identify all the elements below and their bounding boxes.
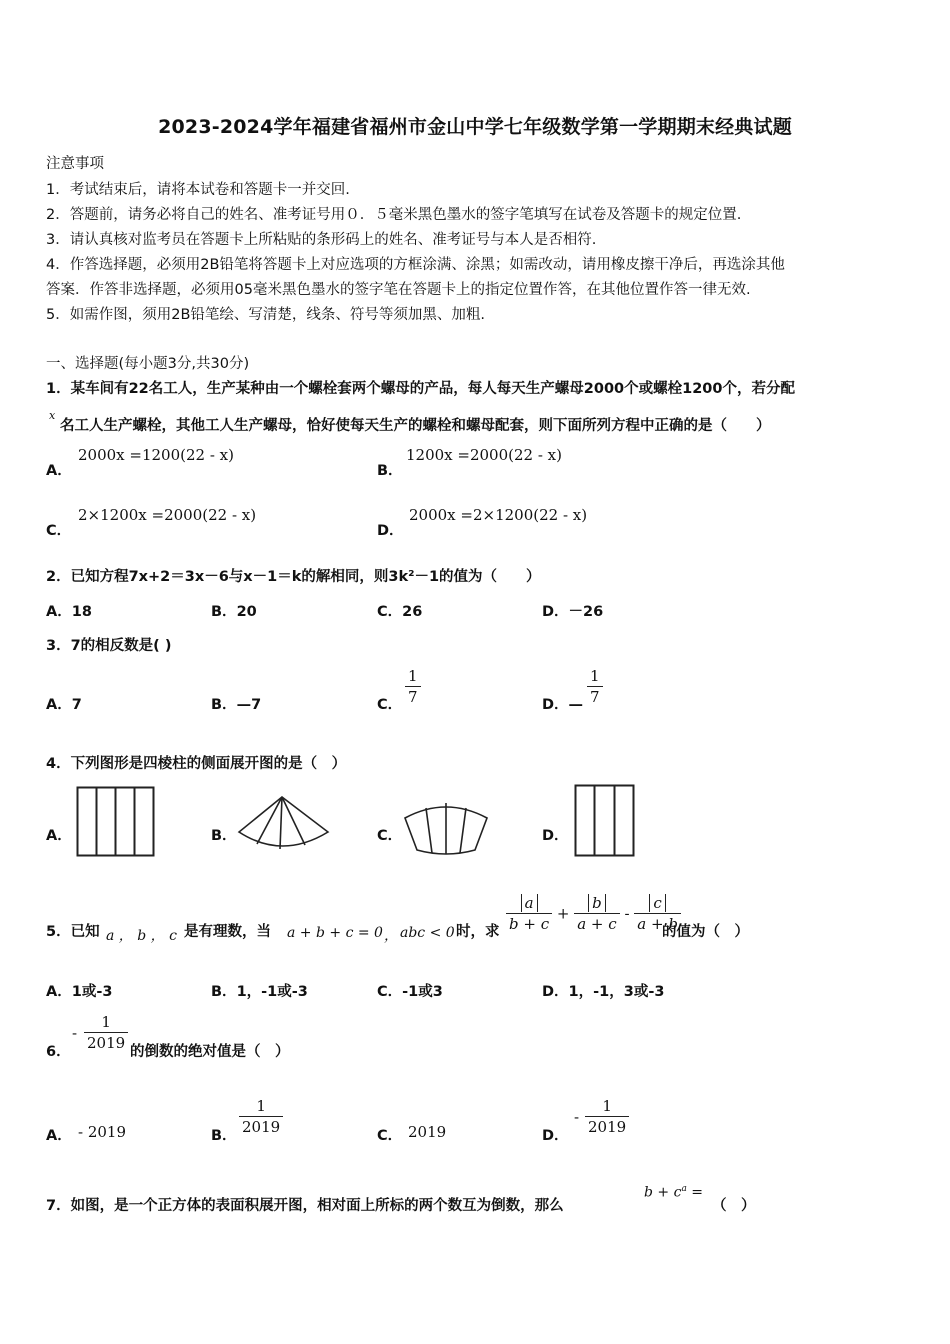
section-heading: 一、选择题(每小题3分,共30分) (46, 356, 250, 372)
q1-var: x (49, 409, 56, 422)
q6-frac: $\frac{1}{2019}$ (84, 1012, 128, 1053)
q1-option-a-label: A． (46, 463, 72, 479)
q7-suffix: （ ） (712, 1198, 756, 1214)
q4-option-c-label: C． (377, 828, 403, 844)
q5-cond1: a + b + c = 0 (287, 925, 383, 941)
notice-item-3: 3．请认真核对监考员在答题卡上所粘贴的条形码上的姓名、准考证号与本人是否相符. (46, 232, 597, 248)
q3-option-d-label: D．— (542, 697, 584, 713)
q4-figure-a (76, 786, 156, 858)
q2-option-d: D．－26 (542, 604, 604, 620)
q4-option-d-label: D． (542, 828, 569, 844)
q5-suffix: 的值为（ ） (662, 924, 749, 940)
q6-option-b-label: B． (211, 1128, 237, 1144)
q6-option-c-label: C． (377, 1128, 403, 1144)
q4-figure-c (402, 798, 490, 856)
q6-option-a-label: A． (46, 1128, 72, 1144)
notice-item-5: 5．如需作图，须用2B铅笔绘、写清楚，线条、符号等须加黑、加粗. (46, 307, 486, 323)
notice-item-1: 1．考试结束后，请将本试卷和答题卡一并交回. (46, 182, 350, 198)
q6-option-c: 2019 (408, 1123, 447, 1141)
notice-item-2: 2．答题前，请务必将自己的姓名、准考证号用０．５毫米黑色墨水的签字笔填写在试卷及答题卡的规定位置. (46, 207, 742, 223)
q4-figure-d (574, 784, 636, 858)
q4-option-b-label: B． (211, 828, 237, 844)
q5-frac3: $\frac{c}{a + b}$ (634, 893, 681, 934)
q1-line2: 名工人生产螺栓，其他工人生产螺母，恰好使每天生产的螺栓和螺母配套，则下面所列方程中正确的是（ ） (60, 418, 771, 434)
q7-text: 7．如图，是一个正方体的表面积展开图，相对面上所标的两个数互为倒数，那么 (46, 1198, 564, 1214)
q5-option-a: A．1或-3 (46, 984, 113, 1000)
q6-option-d-sign: - (574, 1108, 580, 1126)
q5-when: 时，求 (456, 924, 500, 940)
q3-option-c-frac: $\frac{1}{7}$ (405, 666, 421, 707)
q5-option-d: D．1，-1，3或-3 (542, 984, 665, 1000)
q5-expression: $\frac{a}{b + c}$ + $\frac{b}{a + c}$ - $\frac{c}{a + b}$ (506, 893, 681, 934)
q2-option-b: B．20 (211, 604, 257, 620)
q6-option-b-frac: $\frac{1}{2019}$ (239, 1096, 283, 1137)
q2-option-a: A．18 (46, 604, 92, 620)
q1-option-d-label: D． (377, 523, 404, 539)
q1-line1: 1．某车间有22名工人，生产某种由一个螺栓套两个螺母的产品，每人每天生产螺母2000个或螺栓1200个，若分配 (46, 381, 795, 397)
q5-sep: ， (384, 928, 398, 944)
q1-option-c-label: C． (46, 523, 72, 539)
q5-option-c: C．-1或3 (377, 984, 443, 1000)
q6-option-d-label: D． (542, 1128, 569, 1144)
q5-mid: 是有理数，当 (184, 924, 271, 940)
q3-option-a: A．7 (46, 697, 82, 713)
q5-prefix: 5．已知 (46, 924, 100, 940)
q6-option-a: - 2019 (78, 1123, 127, 1141)
q1-option-d: 2000x =2×1200(22 - x) (409, 506, 588, 524)
q2-option-c: C．26 (377, 604, 423, 620)
q6-number: 6． (46, 1044, 71, 1060)
q3-option-c-label: C． (377, 697, 403, 713)
q1-option-a: 2000x =1200(22 - x) (78, 446, 234, 464)
q3-option-d-frac: $\frac{1}{7}$ (587, 666, 603, 707)
q5-vars: a ， b ， c (106, 928, 177, 944)
q6-option-d-frac: $\frac{1}{2019}$ (585, 1096, 629, 1137)
q5-frac2: $\frac{b}{a + c}$ (574, 893, 619, 934)
q3-option-b: B．—7 (211, 697, 262, 713)
q1-option-b: 1200x =2000(22 - x) (406, 446, 562, 464)
notice-item-4: 4．作答选择题，必须用2B铅笔将答题卡上对应选项的方框涂满、涂黑；如需改动，请用橡皮擦干净后，再选涂其他 (46, 257, 785, 273)
page-title: 2023-2024学年福建省福州市金山中学七年级数学第一学期期末经典试题 (158, 116, 792, 138)
q7-expression: $b + c^a$ = (644, 1184, 703, 1201)
q6-sign: - (72, 1024, 78, 1042)
q5-option-b: B．1，-1或-3 (211, 984, 308, 1000)
q4-option-a-label: A． (46, 828, 72, 844)
q2-text: 2．已知方程7x+2＝3x－6与x－1＝k的解相同，则3k²－1的值为（ ） (46, 569, 541, 585)
notice-heading: 注意事项 (46, 156, 104, 172)
q6-suffix: 的倒数的绝对值是（ ） (130, 1044, 290, 1060)
notice-item-4-cont: 答案．作答非选择题，必须用05毫米黑色墨水的签字笔在答题卡上的指定位置作答，在其他位置作答一律无效. (46, 282, 751, 298)
q3-text: 3．7的相反数是( ) (46, 638, 172, 654)
q4-figure-b (236, 794, 331, 854)
q5-frac1: $\frac{a}{b + c}$ (506, 893, 552, 934)
q1-option-b-label: B． (377, 463, 403, 479)
q5-cond2: abc < 0 (400, 925, 455, 941)
q1-option-c: 2×1200x =2000(22 - x) (78, 506, 257, 524)
q4-text: 4．下列图形是四棱柱的侧面展开图的是（ ） (46, 756, 347, 772)
